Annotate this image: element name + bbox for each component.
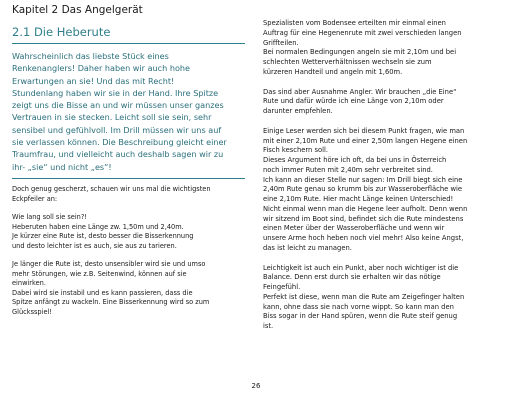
left-line: Je kürzer eine Rute ist, desto besser die Bisserkennung bbox=[12, 232, 194, 241]
right-line: kürzeren Handteil und angeln mit 1,60m. bbox=[263, 67, 403, 76]
right-line: einen Meter über der Wasseroberfläche und wenn wir bbox=[263, 224, 445, 233]
chapter-title: Kapitel 2 Das Angelgerät bbox=[12, 4, 143, 16]
right-line: Einige Leser werden sich bei diesem Punkt fragen, wie man bbox=[263, 126, 465, 135]
right-paragraph bbox=[263, 88, 503, 117]
right-line: eine 2,10m Rute. Hier macht Länge keinen Unterschied! bbox=[263, 195, 454, 203]
left-line: einwirken. bbox=[12, 279, 46, 288]
right-line: Griffteilen. bbox=[263, 38, 299, 47]
section-heading: 2.1 Die Heberute bbox=[12, 25, 245, 44]
intro-line: sensibel und gefühlvoll. Im Drill müssen wir uns auf bbox=[12, 124, 222, 135]
right-line: Dieses Argument höre ich oft, da bei uns in Österreich bbox=[263, 156, 447, 164]
left-line: Glücksspiel! bbox=[12, 307, 52, 316]
right-line: kann, ohne dass sie nach vorne wippt. So kann man den bbox=[263, 302, 454, 311]
right-line: Leichtigkeit ist auch ein Punkt, aber noch wichtiger ist die bbox=[263, 263, 459, 272]
right-body bbox=[263, 19, 503, 332]
left-line: und desto leichter ist es auch, sie aus zu tarieren. bbox=[12, 241, 177, 250]
page-number: 26 bbox=[251, 382, 261, 390]
right-line: Feingefühl. bbox=[263, 283, 301, 291]
left-line: mehr Störungen, wie z.B. Seitenwind, können auf sie bbox=[12, 269, 187, 278]
intro-line: Vertrauen in sie stecken. Leicht soll sie sein, sehr bbox=[12, 112, 212, 123]
right-line: Nicht einmal wenn man die Hegene leer aufholt. Denn wenn bbox=[263, 204, 468, 213]
right-line: wir sitzend im Boot sind, befindet sich die Rute mindestens bbox=[263, 214, 464, 223]
right-line: 2,40m Rute genau so krumm bis zur Wasseroberfläche wie bbox=[263, 185, 463, 194]
left-line: Eckpfeiler an: bbox=[12, 194, 58, 203]
right-line: Biss sogar in der Hand spüren, wenn die Rute steif genug bbox=[263, 312, 458, 321]
left-line: Doch genug gescherzt, schauen wir uns mal die wichtigsten bbox=[12, 184, 211, 193]
intro-line: Traumfrau, und vielleicht auch deshalb sagen wir zu bbox=[12, 149, 224, 160]
intro-line: sie verlassen können. Die Beschreibung gleicht einer bbox=[12, 137, 227, 148]
left-paragraph bbox=[12, 185, 245, 204]
intro-line: Erwartungen an sie! Und das mit Recht! bbox=[12, 75, 175, 86]
right-line: Auftrag für eine Hegenenrute mit zwei verschieden langen bbox=[263, 28, 462, 37]
right-line: Das sind aber Ausnahme Angler. Wir brauchen „die Eine“ bbox=[263, 87, 457, 96]
intro-line: Wahrscheinlich das liebste Stück eines bbox=[12, 51, 169, 61]
intro-line: zeigt uns die Bisse an und wir müssen unser ganzes bbox=[12, 100, 224, 111]
left-column bbox=[12, 25, 245, 327]
left-paragraph bbox=[12, 260, 245, 317]
right-line: noch immer Ruten mit 2,40m sehr verbreitet sind. bbox=[263, 165, 433, 174]
right-line: unsere Arme hoch heben noch viel mehr! Also keine Angst, bbox=[263, 234, 464, 242]
left-line: Wie lang soll sie sein?! bbox=[12, 213, 87, 222]
right-paragraph bbox=[263, 19, 503, 78]
left-body bbox=[12, 185, 245, 318]
right-column bbox=[263, 19, 503, 342]
right-line: Spezialisten vom Bodensee erteilten mir einmal einen bbox=[263, 19, 446, 27]
right-line: Bei normalen Bedingungen angeln sie mit 2,10m und bei bbox=[263, 48, 457, 57]
right-line: darunter empfehlen. bbox=[263, 107, 333, 115]
intro-line: ihr- „sie“ und nicht „es“! bbox=[12, 161, 112, 172]
right-paragraph bbox=[263, 127, 503, 254]
right-line: Perfekt ist diese, wenn man die Rute am Zeigefinger halten bbox=[263, 292, 465, 301]
right-line: das ist leicht zu managen. bbox=[263, 243, 352, 252]
left-line: Dabei wird sie instabil und es kann passieren, dass die bbox=[12, 288, 193, 297]
right-line: schlechten Wetterverhältnissen wechseln sie zum bbox=[263, 58, 432, 66]
left-line: Heberuten haben eine Länge zw. 1,50m und 2,40m. bbox=[12, 222, 184, 231]
right-line: Rute und dafür würde ich eine Länge von 2,10m oder bbox=[263, 97, 444, 106]
right-line: mit einer 2,10m Rute und einer 2,50m langen Hegene einen bbox=[263, 136, 468, 145]
left-line: Je länger die Rute ist, desto unsensibler wird sie und umso bbox=[12, 260, 206, 269]
right-paragraph bbox=[263, 264, 503, 332]
intro-line: Stundenlang haben wir sie in der Hand. Ihre Spitze bbox=[12, 87, 219, 98]
intro-callout bbox=[12, 50, 245, 179]
intro-line: Renkenanglers! Daher haben wir auch hohe bbox=[12, 63, 191, 74]
right-line: ist. bbox=[263, 322, 274, 330]
left-paragraph bbox=[12, 213, 245, 251]
right-line: Ich kann an dieser Stelle nur sagen: Im Drill biegt sich eine bbox=[263, 175, 463, 184]
left-line: Spitze anfängt zu wackeln. Eine Bisserkennung wird so zum bbox=[12, 298, 210, 307]
right-line: Balance. Denn erst durch sie erhalten wir das nötige bbox=[263, 273, 441, 282]
right-line: Fisch keschern soll. bbox=[263, 146, 329, 155]
